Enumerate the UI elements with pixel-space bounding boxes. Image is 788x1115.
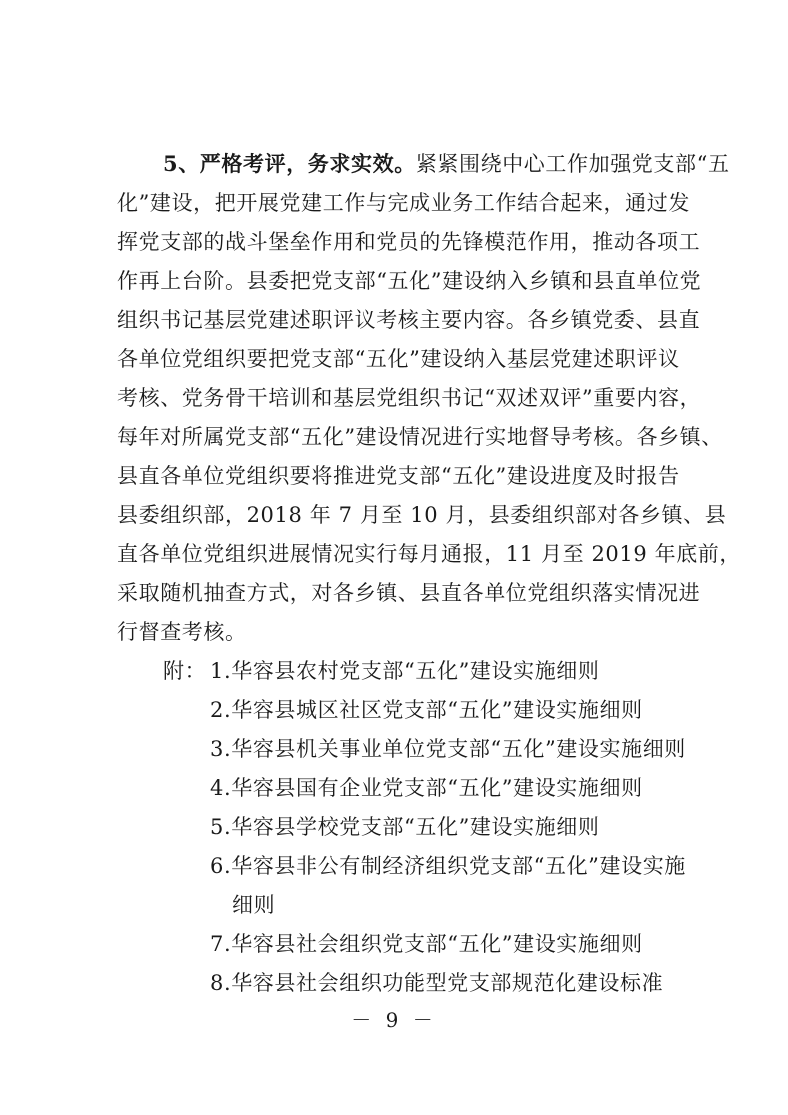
attachment-item: 1.华容县农村党支部“五化”建设实施细则	[210, 659, 600, 683]
paragraph-line: 组织书记基层党建述职评议考核主要内容。各乡镇党委、县直	[117, 308, 701, 332]
paragraph-line	[163, 151, 730, 177]
attachment-item: 3.华容县机关事业单位党支部“五化”建设实施细则	[210, 737, 686, 761]
attachment-item: 5.华容县学校党支部“五化”建设实施细则	[210, 815, 600, 839]
paragraph-line: 化”建设，把开展党建工作与完成业务工作结合起来，通过发	[117, 191, 690, 215]
paragraph-line: 考核、党务骨干培训和基层党组织书记“双述双评”重要内容，	[117, 386, 702, 410]
paragraph-line: 采取随机抽查方式，对各乡镇、县直各单位党组织落实情况进	[117, 581, 701, 605]
paragraph-line: 县委组织部，2018 年 7 月至 10 月，县委组织部对各乡镇、县	[117, 503, 727, 527]
paragraph-line: 县直各单位党组织要将推进党支部“五化”建设进度及时报告	[117, 464, 680, 488]
attachment-item: 2.华容县城区社区党支部“五化”建设实施细则	[210, 698, 643, 722]
paragraph-line: 各单位党组织要把党支部“五化”建设纳入基层党建述职评议	[117, 347, 680, 371]
paragraph-line: 作再上台阶。县委把党支部“五化”建设纳入乡镇和县直单位党	[117, 269, 702, 293]
paragraph-line: 行督查考核。	[117, 620, 247, 644]
attachment-item: 4.华容县国有企业党支部“五化”建设实施细则	[210, 776, 643, 800]
attachment-item: 6.华容县非公有制经济组织党支部“五化”建设实施	[210, 854, 686, 878]
paragraph-text: 紧紧围绕中心工作加强党支部“五	[415, 152, 730, 176]
paragraph-line: 直各单位党组织进展情况实行每月通报，11 月至 2019 年底前，	[117, 542, 741, 566]
attachment-item: 8.华容县社会组织功能型党支部规范化建设标准	[210, 971, 664, 995]
paragraph-line: 挥党支部的战斗堡垒作用和党员的先锋模范作用，推动各项工	[117, 230, 701, 254]
page-number: － 9 －	[351, 1008, 437, 1032]
section-heading: 5、严格考评，务求实效。	[163, 151, 416, 176]
attachment-item: 7.华容县社会组织党支部“五化”建设实施细则	[210, 932, 643, 956]
attachments-label: 附：	[163, 659, 207, 683]
paragraph-line: 每年对所属党支部“五化”建设情况进行实地督导考核。各乡镇、	[117, 425, 723, 449]
attachment-item-continuation: 细则	[232, 893, 276, 917]
